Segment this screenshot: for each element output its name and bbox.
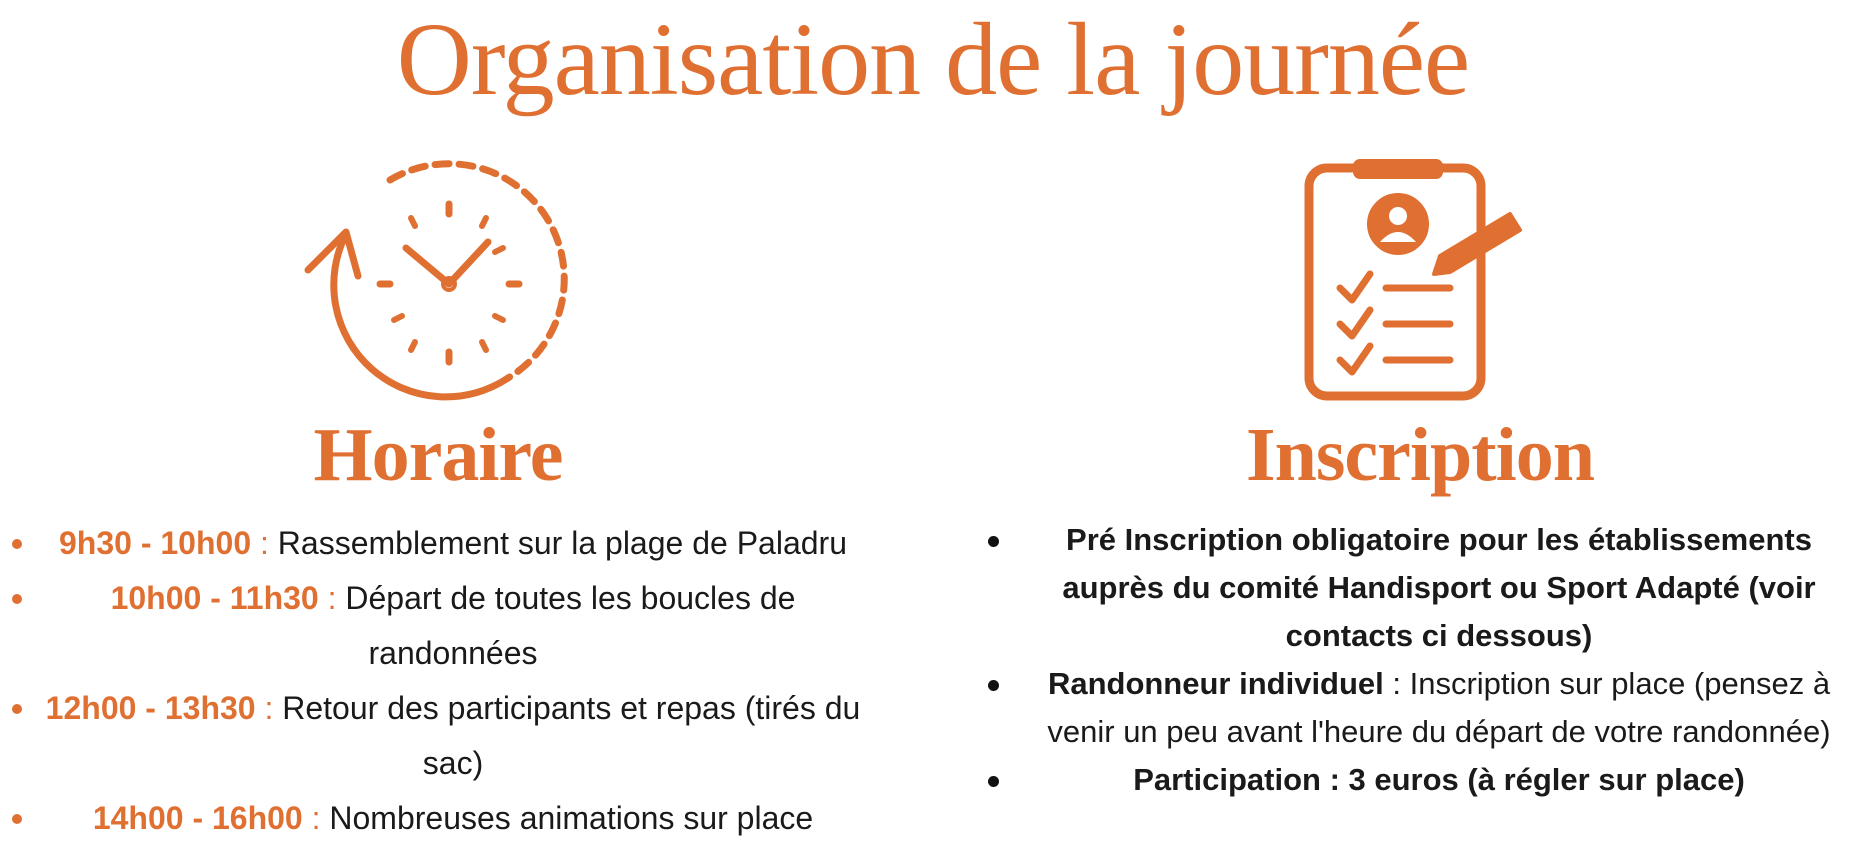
inscription-bold-text: Randonneur individuel bbox=[1047, 666, 1384, 701]
schedule-text: Rassemblement sur la plage de Paladru bbox=[277, 525, 847, 561]
clipboard-checklist-icon bbox=[1300, 158, 1540, 408]
schedule-item bbox=[0, 516, 900, 571]
schedule-time: 14h00 - 16h00 bbox=[92, 800, 303, 836]
horaire-heading: Horaire bbox=[313, 413, 563, 497]
schedule-text: Retour des participants et repas (tirés du sac) bbox=[282, 690, 861, 781]
schedule-separator: : bbox=[255, 690, 283, 726]
inscription-text: : Inscription sur place (pensez à venir un peu avant l'heure du départ de votre randonnée) bbox=[1047, 666, 1831, 749]
schedule-time: 10h00 - 11h30 bbox=[110, 580, 319, 616]
schedule-item bbox=[0, 681, 900, 791]
inscription-bold-text: Pré Inscription obligatoire pour les établissements auprès du comité Handisport ou Sport Adapté (voir contacts ci dessous) bbox=[1062, 522, 1816, 653]
inscription-item bbox=[960, 660, 1866, 756]
inscription-item bbox=[960, 516, 1866, 660]
schedule-time: 12h00 - 13h30 bbox=[45, 690, 256, 726]
inscription-bold-text: Participation : 3 euros (à régler sur place) bbox=[1133, 762, 1745, 797]
clock-with-arrow-icon bbox=[298, 158, 580, 408]
schedule-item bbox=[0, 791, 900, 846]
schedule-time: 9h30 - 10h00 bbox=[59, 525, 252, 561]
page-title: Organisation de la journée bbox=[396, 2, 1470, 117]
schedule-text: Départ de toutes les boucles de randonnées bbox=[345, 580, 796, 671]
schedule-list bbox=[0, 516, 900, 846]
schedule-separator: : bbox=[251, 525, 278, 561]
schedule-text: Nombreuses animations sur place bbox=[329, 800, 814, 836]
inscription-list bbox=[960, 516, 1866, 804]
schedule-separator: : bbox=[302, 800, 330, 836]
schedule-item bbox=[0, 571, 900, 681]
schedule-separator: : bbox=[318, 580, 346, 616]
inscription-heading: Inscription bbox=[1246, 413, 1594, 497]
inscription-item bbox=[960, 756, 1866, 804]
